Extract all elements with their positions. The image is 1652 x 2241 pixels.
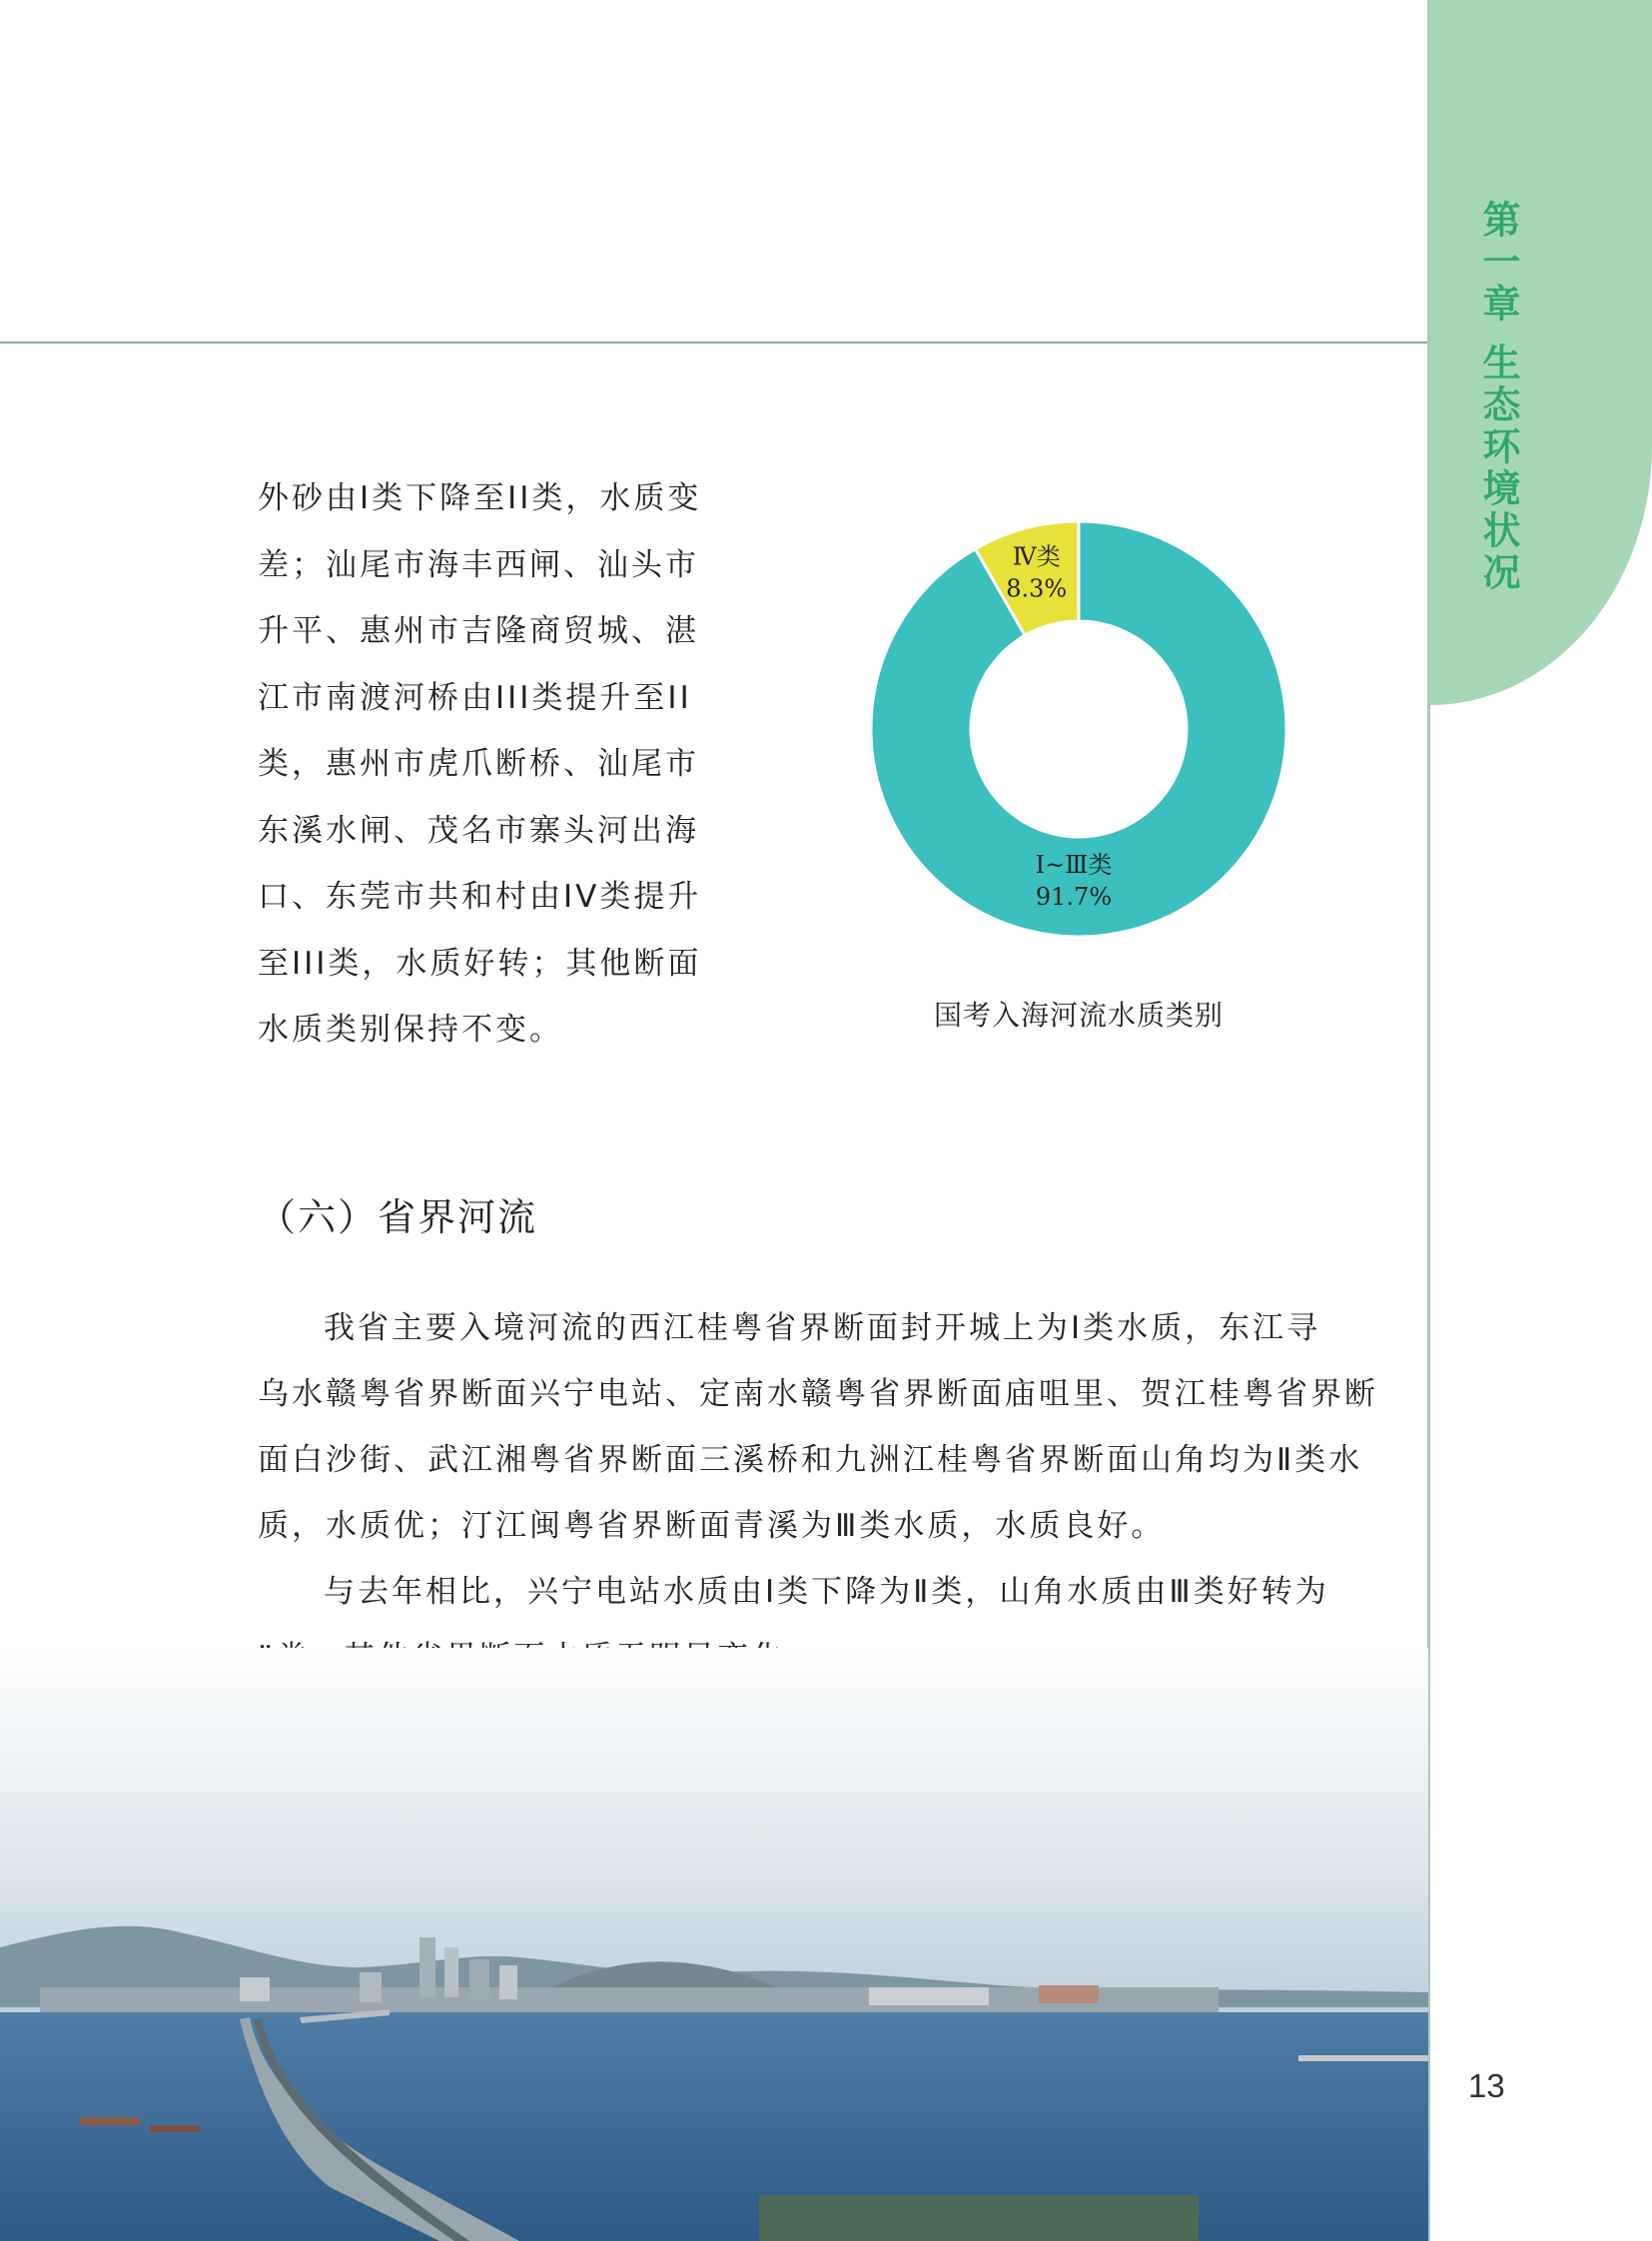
left-text-column — [258, 465, 707, 1064]
text-line: 面白沙街、武江湘粤省界断面三溪桥和九洲江桂粤省界断面山角均为Ⅱ类水 — [258, 1442, 1363, 1478]
text-line: 东溪水闸、茂名市寨头河出海 — [258, 812, 699, 849]
chart-caption: 国考入海河流水质类别 — [933, 999, 1224, 1032]
chapter-tab — [1430, 0, 1652, 705]
section-heading: （六）省界河流 — [258, 1195, 538, 1239]
text-line: 质，水质优；汀江闽粤省界断面青溪为Ⅲ类水质，水质良好。 — [258, 1508, 1166, 1544]
text-line: 我省主要入境河流的西江桂粤省界断面封开城上为Ⅰ类水质，东江寻 — [324, 1310, 1321, 1346]
chapter-tab-label: 第一章 生态环境状况 — [1476, 200, 1520, 595]
text-line: 江市南渡河桥由III类提升至II — [258, 679, 692, 716]
donut-chart-svg — [859, 509, 1298, 949]
slice-label: Ⅰ~Ⅲ类 — [1035, 851, 1113, 879]
text-line: 升平、惠州市吉隆商贸城、湛 — [258, 613, 699, 649]
page-number: 13 — [1468, 2067, 1505, 2104]
slice-value-label: 91.7% — [1035, 883, 1113, 911]
donut-chart — [859, 509, 1298, 949]
paragraph-1 — [258, 1295, 1386, 1559]
text-line: 差；汕尾市海丰西闸、汕头市 — [258, 546, 699, 583]
slice-value-label: 8.3% — [1006, 574, 1068, 603]
slice-label: Ⅳ类 — [1012, 542, 1061, 571]
text-line: 至III类，水质好转；其他断面 — [258, 945, 702, 982]
text-line: 口、东莞市共和村由IV类提升 — [258, 879, 702, 915]
text-line: 乌水赣粤省界断面兴宁电站、定南水赣粤省界断面庙咀里、贺江桂粤省界断 — [258, 1376, 1378, 1412]
text-line: 外砂由I类下降至II类，水质变 — [258, 480, 702, 516]
bridge-landscape-photo — [0, 1648, 1428, 2241]
text-line: 类，惠州市虎爪断桥、汕尾市 — [258, 746, 699, 782]
text-line: 水质类别保持不变。 — [258, 1012, 563, 1048]
text-line: 与去年相比，兴宁电站水质由Ⅰ类下降为Ⅱ类，山角水质由Ⅲ类好转为 — [324, 1574, 1329, 1610]
header-divider — [0, 342, 1430, 344]
